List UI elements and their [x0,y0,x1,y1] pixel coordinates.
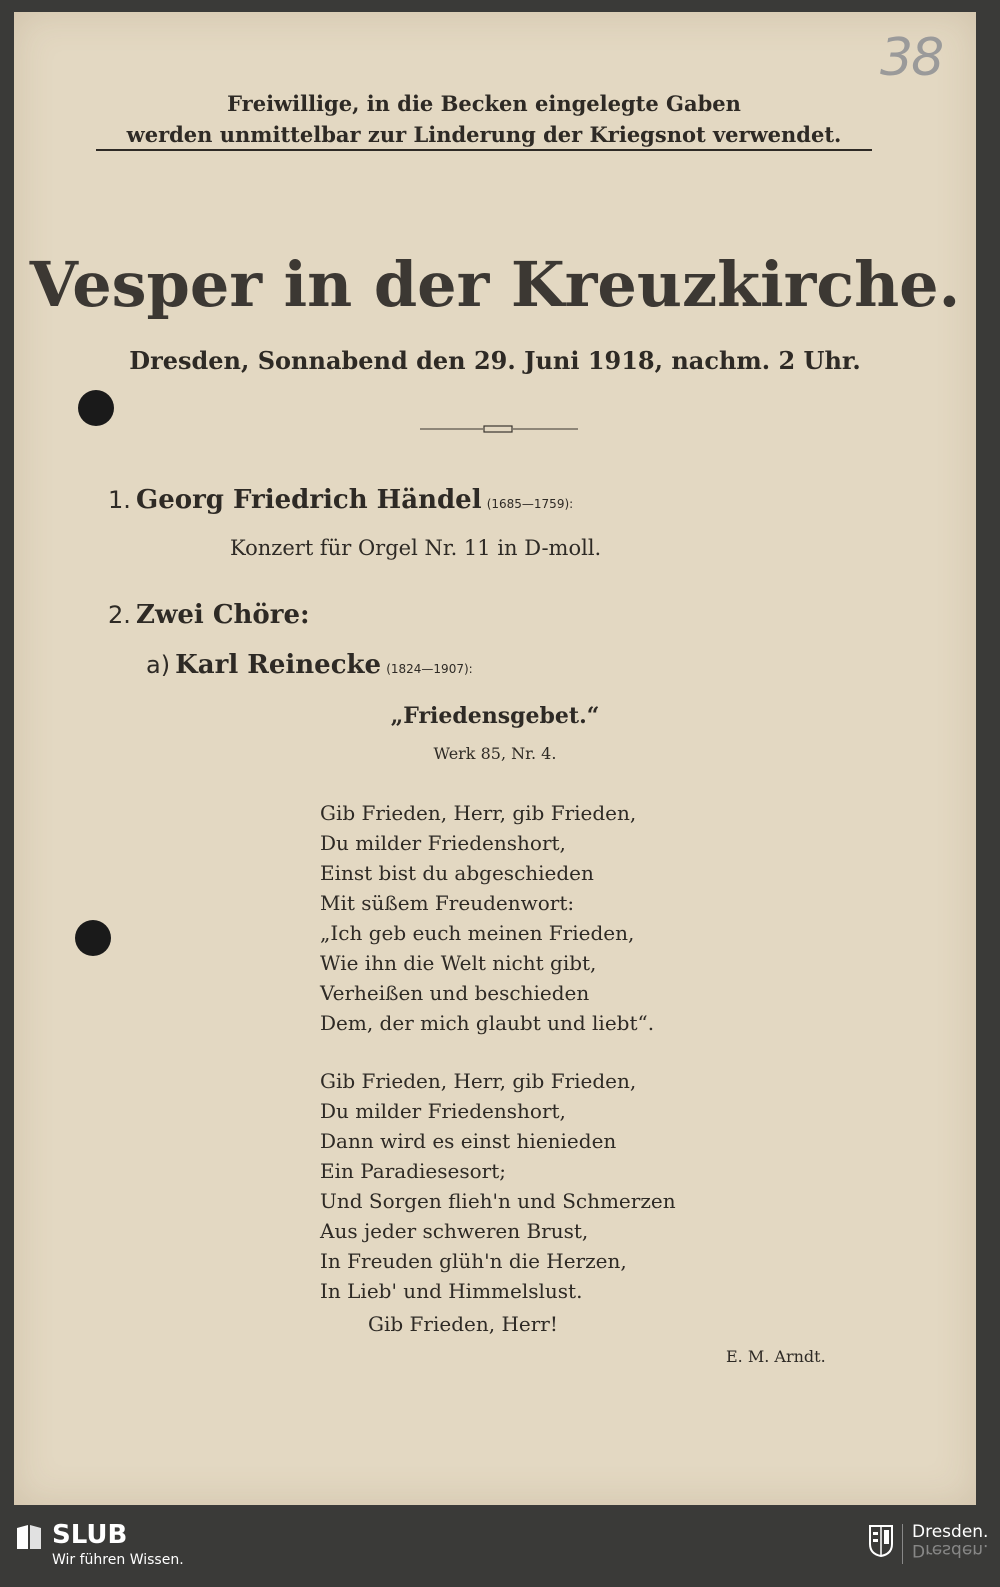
item-1-number: 1. [108,486,131,514]
poem-line: Gib Frieden, Herr, gib Frieden, [320,1069,637,1093]
ornament-divider [420,425,578,433]
slub-book-icon [14,1522,44,1552]
notice-divider [96,149,872,151]
slub-logo-text[interactable]: SLUB [52,1520,128,1550]
poem-line: In Freuden glüh'n die Herzen, [320,1249,627,1273]
notice-line-1: Freiwillige, in die Becken eingelegte Gaben [227,91,741,116]
slub-tagline: Wir führen Wissen. [52,1552,184,1568]
program-item-2-heading [108,600,310,630]
poem-line: Und Sorgen flieh'n und Schmerzen [320,1189,676,1213]
poem-line: Dem, der mich glaubt und liebt“. [320,1011,655,1035]
poem-line: Du milder Friedenshort, [320,1099,566,1123]
notice-line-2: werden unmittelbar zur Linderung der Kriegsnot verwendet. [126,122,842,147]
item-1-composer: Georg Friedrich Händel [136,485,482,515]
poem-line: Dann wird es einst hienieden [320,1129,617,1153]
dresden-crest-icon [868,1524,894,1558]
poem-line: Ein Paradiesesort; [320,1159,506,1183]
item-1-work: Konzert für Orgel Nr. 11 in D-moll. [230,536,602,560]
dresden-logo-reflection: Dresden. [912,1540,989,1560]
program-item-1-heading [108,485,573,515]
poem-line: Du milder Friedenshort, [320,831,566,855]
poem-line: Verheißen und beschieden [320,981,590,1005]
item-2a-work-title: „Friedensgebet.“ [390,703,600,729]
item-2a-label: a) [146,651,171,679]
poem-author: E. M. Arndt. [726,1347,826,1366]
poem-line: Wie ihn die Welt nicht gibt, [320,951,597,975]
event-date-line: Dresden, Sonnabend den 29. Juni 1918, nachm. 2 Uhr. [129,346,861,375]
poem-line: In Lieb' und Himmelslust. [320,1279,583,1303]
item-2-number: 2. [108,601,131,629]
item-1-dates: (1685—1759): [486,497,574,511]
poem-stanza-2 [320,1066,676,1306]
punch-hole-top [78,390,114,426]
item-2a-opus: Werk 85, Nr. 4. [433,744,557,763]
poem-line: Mit süßem Freudenwort: [320,891,575,915]
footer-divider [902,1524,903,1564]
item-2a-dates: (1824—1907): [386,662,473,676]
poem-line: Aus jeder schweren Brust, [320,1219,589,1243]
item-2-heading-text: Zwei Chöre: [136,600,310,630]
poem-stanza-1 [320,798,654,1038]
archive-number: 38 [880,28,943,88]
donation-notice [96,88,872,150]
poem-line: Gib Frieden, Herr, gib Frieden, [320,801,637,825]
item-2a-composer: Karl Reinecke [175,650,382,680]
poem-line: Einst bist du abgeschieden [320,861,594,885]
poem-line: „Ich geb euch meinen Frieden, [320,921,635,945]
page-title: Vesper in der Kreuzkirche. [29,248,961,321]
poem-closing-line: Gib Frieden, Herr! [368,1312,558,1336]
dresden-logo-text[interactable]: Dresden. [912,1522,989,1542]
punch-hole-bottom [75,920,111,956]
item-2a-heading [146,650,473,680]
